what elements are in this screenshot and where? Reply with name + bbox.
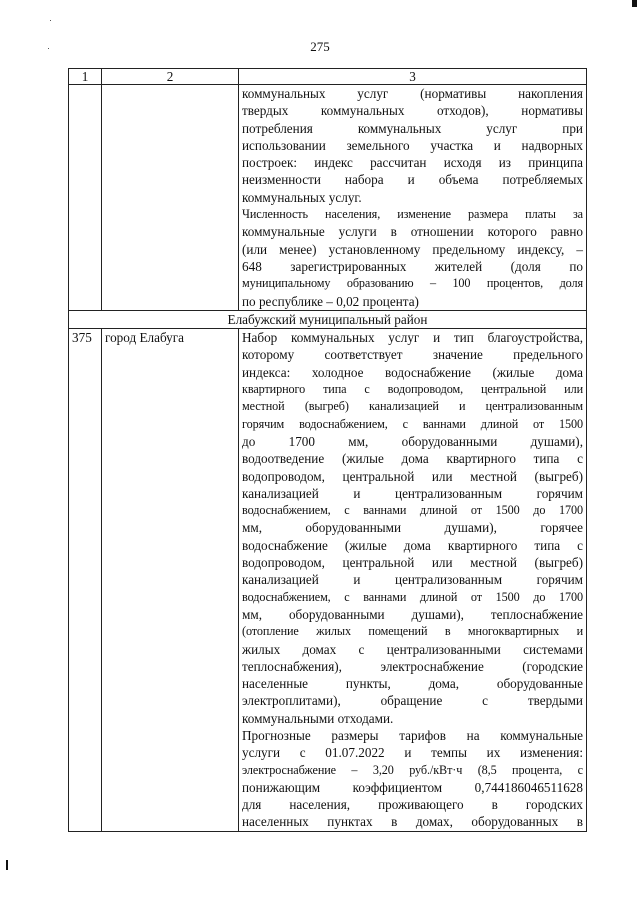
text-line: водопроводом, центральной или местной (выгреб) [242,555,583,571]
tariff-table [68,68,587,832]
text-line: водоснабжение (жилые дома квартирного типа с [242,537,583,553]
row-number: 375 [69,329,102,832]
text-line: понижающим коэффициентом 0,744186046511628 [242,779,583,795]
text-line: водоснабжением, с ваннами длиной от 1500 до 1700 [242,589,583,604]
text-line: муниципальному образованию – 100 процентов, доля [242,276,583,291]
text-line: электроплитами), обращение с твердыми [242,693,583,709]
section-title: Елабужский муниципальный район [69,310,587,328]
text-line: водопроводом, центральной или местной (выгреб) [242,468,583,484]
text-line: по республике – 0,02 процента) [242,293,419,309]
text-line: индекса: холодное водоснабжение (жилые дома [242,364,583,380]
text-line: водоснабжением, с ваннами длиной от 1500 до 1700 [242,503,583,518]
section-row [69,310,587,328]
header-col-3: 3 [239,69,587,85]
text-line: которому соответствует значение предельного [242,347,583,363]
text-line: потребления коммунальных услуг при [242,120,583,136]
text-line: электроснабжение – 3,20 руб./кВт·ч (8,5 процента, с [242,762,583,777]
text-line: коммунальными отходами. [242,710,394,726]
text-line: канализацией и централизованным горячим [242,572,583,588]
text-line: Прогнозные размеры тарифов на коммунальные [242,727,583,743]
text-line: коммунальных услуг. [242,189,362,205]
text-line: теплоснабжения), электроснабжение (городские [242,658,583,674]
text-line: использовании земельного участка и надворных [242,137,583,153]
text-line: квартирного типа с водопроводом, центральной или [242,382,583,397]
text-line: населенные пункты, дома, оборудованные [242,676,583,692]
continuation-text [239,85,587,311]
scan-mark-bottom-left [6,860,8,870]
row-375-text [239,329,587,832]
text-line: водоотведение (жилые дома квартирного типа с [242,451,583,467]
text-line: для населения, проживающего в городских [242,797,583,813]
text-line: услуги с 01.07.2022 и темпы их изменения: [242,745,583,761]
header-col-1: 1 [69,69,102,85]
text-line: (или менее) установленному предельному индексу, – [242,241,583,257]
text-line: построек: индекс рассчитан исходя из принципа [242,155,583,171]
scan-speck [50,20,51,21]
municipality-name: город Елабуга [102,329,239,832]
continuation-name [102,85,239,311]
page-number: 275 [310,39,330,54]
continuation-num [69,85,102,311]
text-line: коммунальные услуги в отношении которого равно [242,224,583,240]
scan-mark-top-right [632,0,637,7]
text-line: мм, оборудованными душами), теплоснабжение [242,606,583,622]
text-line: горячим водоснабжением, с ваннами длиной от 1500 [242,416,583,431]
table-row-375 [69,329,587,832]
text-line: 648 зарегистрированных жителей (доля по [242,258,583,274]
text-line: Набор коммунальных услуг и тип благоустройства, [242,330,583,346]
header-col-2: 2 [102,69,239,85]
text-line: местной (выгреб) канализацией и централизованным [242,399,583,414]
text-line: мм, оборудованными душами), горячее [242,520,583,536]
text-line: твердых коммунальных отходов), нормативы [242,103,583,119]
text-line: коммунальных услуг (нормативы накопления [242,86,583,101]
text-line: населенных пунктах в домах, оборудованных в [242,814,583,830]
table-header-row [69,69,587,85]
text-line: до 1700 мм, оборудованными душами), [242,433,583,449]
text-line: Численность населения, изменение размера платы за [242,207,583,222]
text-line: (отопление жилых помещений в многоквартирных и [242,624,583,639]
text-line: неизменности набора и объема потребляемых [242,172,583,188]
text-line: канализацией и централизованным горячим [242,485,583,501]
text-line: жилых домах с централизованными системами [242,641,583,657]
continuation-row [69,85,587,311]
